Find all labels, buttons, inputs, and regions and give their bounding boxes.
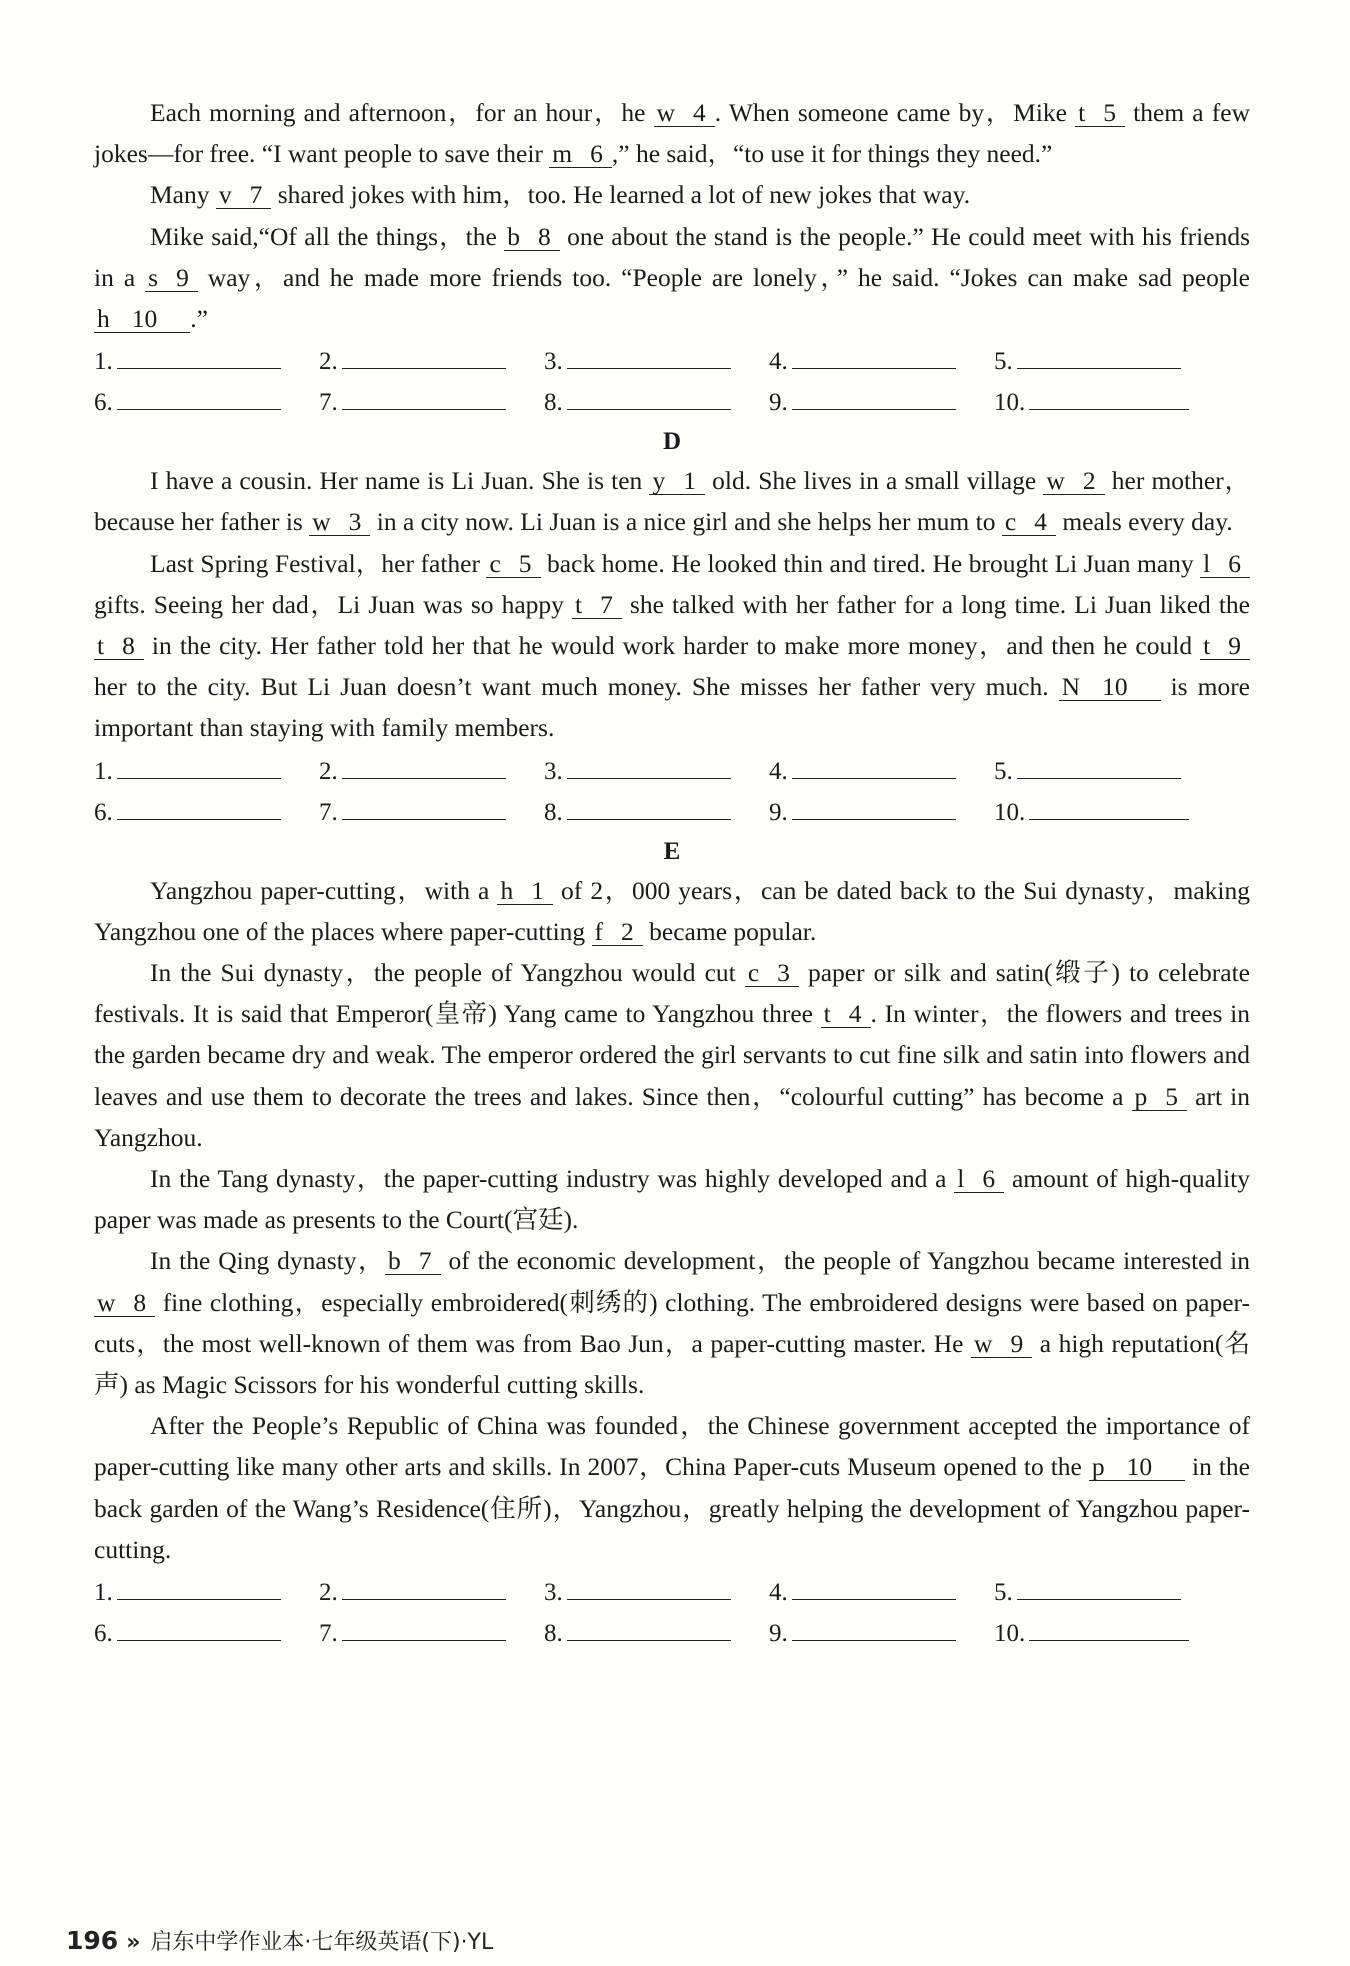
answer-slot-3	[544, 343, 769, 380]
answer-slot-10	[994, 794, 1219, 831]
cloze-blank-4	[821, 1001, 871, 1028]
cloze-blank-9	[145, 262, 198, 292]
answer-slot-9	[769, 1615, 994, 1652]
answer-line[interactable]	[792, 1618, 956, 1641]
answer-line[interactable]	[117, 1618, 281, 1641]
answer-number: 2.	[319, 348, 338, 376]
passage-paragraph: Mike said,“Of all the things，the b 8 one about the stand is the people.” He could meet with his friends in a s 9 way，and he made more friends too. “People are lonely，” he said. “Jokes can make sad people h 10 .”	[94, 221, 1250, 334]
section-d-answer-lines	[94, 753, 1250, 831]
answer-line[interactable]	[342, 1618, 506, 1641]
answer-slot-6	[94, 384, 319, 421]
answer-line[interactable]	[117, 346, 281, 369]
blank-number: 4	[693, 98, 706, 127]
answer-line[interactable]	[342, 756, 506, 779]
section-e	[94, 833, 1250, 1652]
blank-initial-letter: h	[500, 875, 514, 905]
passage-paragraph: Yangzhou paper-cutting，with a h 1 of 2，000 years，can be dated back to the Sui dynasty，making Yangzhou one of the places where paper-cutting f 2 became popular.	[94, 875, 1250, 946]
page-content	[94, 92, 1250, 1654]
answer-number: 9.	[769, 1620, 788, 1648]
answer-slot-8	[544, 794, 769, 831]
blank-number: 10	[1126, 1452, 1153, 1482]
blank-initial-letter: h	[97, 304, 110, 334]
blank-initial-letter: w	[656, 98, 675, 127]
answer-slot-4	[769, 1574, 994, 1611]
passage-paragraph: In the Sui dynasty，the people of Yangzhou would cut c 3 paper or silk and satin(缎子) to celebrate festivals. It is said that Emperor(皇帝) Yang came to Yangzhou three t 4 . In winter，the flowers and trees in the garden became dry and weak. The emperor ordered the girl servants to cut fine silk and satin into flowers and leaves and use them to decorate the trees and lakes. Since then，“colourful cutting” has become a p 5 art in Yangzhou.	[94, 958, 1250, 1152]
answer-number: 3.	[544, 757, 563, 785]
answer-number: 10.	[994, 1620, 1026, 1648]
blank-initial-letter: l	[1203, 548, 1211, 578]
answer-number: 4.	[769, 1579, 788, 1607]
blank-number: 3	[348, 507, 362, 537]
blank-initial-letter: s	[148, 262, 159, 292]
cloze-blank-4	[654, 100, 715, 127]
answer-slot-5	[994, 343, 1219, 380]
answer-line[interactable]	[1029, 387, 1189, 410]
answer-line[interactable]	[117, 387, 281, 410]
answer-number: 6.	[94, 389, 113, 417]
cloze-blank-2	[1043, 468, 1104, 495]
answer-number: 10.	[994, 798, 1026, 826]
blank-initial-letter: v	[218, 180, 232, 210]
blank-initial-letter: b	[507, 221, 520, 251]
answer-number: 9.	[769, 389, 788, 417]
blank-initial-letter: w	[974, 1328, 993, 1358]
answer-slot-9	[769, 384, 994, 421]
cloze-blank-6	[954, 1166, 1004, 1193]
answer-number: 4.	[769, 757, 788, 785]
answer-line[interactable]	[117, 1577, 281, 1600]
blank-number: 6	[1228, 548, 1241, 578]
answer-slot-2	[319, 753, 544, 790]
cloze-blank-3	[745, 960, 799, 987]
answer-slot-4	[769, 753, 994, 790]
blank-initial-letter: t	[97, 631, 105, 661]
blank-number: 2	[1082, 466, 1096, 496]
cloze-blank-8	[94, 1287, 155, 1317]
answer-line[interactable]	[792, 1577, 956, 1600]
answer-slot-1	[94, 1574, 319, 1611]
answer-line[interactable]	[1017, 346, 1181, 369]
answer-slot-8	[544, 1615, 769, 1652]
answer-line[interactable]	[567, 797, 731, 820]
blank-number: 1	[531, 875, 544, 905]
answer-line[interactable]	[117, 756, 281, 779]
answer-line[interactable]	[792, 346, 956, 369]
blank-initial-letter: w	[312, 507, 331, 537]
cloze-blank-1	[497, 875, 553, 905]
answer-line[interactable]	[567, 1577, 731, 1600]
blank-number: 8	[122, 631, 135, 661]
answer-number: 4.	[769, 348, 788, 376]
blank-initial-letter: w	[1046, 466, 1065, 496]
blank-number: 1	[683, 466, 696, 496]
blank-number: 7	[600, 589, 613, 619]
blank-initial-letter: f	[594, 916, 604, 946]
blank-number: 2	[621, 916, 634, 946]
cloze-blank-4	[1002, 509, 1056, 536]
blank-number: 7	[418, 1246, 432, 1276]
cloze-blank-7	[572, 589, 622, 619]
answer-slot-1	[94, 753, 319, 790]
blank-initial-letter: y	[652, 466, 666, 496]
answer-number: 6.	[94, 1620, 113, 1648]
blank-initial-letter: m	[552, 139, 573, 169]
blank-initial-letter: c	[1004, 507, 1017, 537]
answer-line[interactable]	[1017, 756, 1181, 779]
blank-initial-letter: t	[823, 999, 831, 1029]
answer-number: 7.	[319, 389, 338, 417]
answer-slot-2	[319, 343, 544, 380]
blank-number: 10	[131, 304, 158, 334]
answer-slot-4	[769, 343, 994, 380]
blank-number: 6	[590, 139, 603, 169]
blank-initial-letter: l	[957, 1164, 965, 1194]
answer-number: 3.	[544, 1579, 563, 1607]
answer-line[interactable]	[1017, 1577, 1181, 1600]
blank-number: 8	[133, 1287, 147, 1317]
cloze-blank-8	[94, 633, 144, 660]
answer-number: 3.	[544, 348, 563, 376]
section-e-answer-lines	[94, 1574, 1250, 1652]
passage-paragraph: In the Qing dynasty， b 7 of the economic development，the people of Yangzhou became interested in w 8 fine clothing，especially embroidered(刺绣的) clothing. The embroidered designs were based on paper-cuts，the most well-known of them was from Bao Jun，a paper-cutting master. He w 9 a high reputation(名声) as Magic Scissors for his wonderful cutting skills.	[94, 1246, 1251, 1400]
cloze-blank-9	[971, 1328, 1032, 1358]
passage-paragraph: Many v 7 shared jokes with him，too. He learned a lot of new jokes that way.	[150, 180, 971, 210]
answer-slot-10	[994, 384, 1219, 421]
answer-number: 8.	[544, 1620, 563, 1648]
blank-number: 10	[1102, 672, 1128, 702]
answer-slot-7	[319, 384, 544, 421]
answer-slot-8	[544, 384, 769, 421]
answer-line[interactable]	[567, 756, 731, 779]
passage-paragraph: I have a cousin. Her name is Li Juan. She is ten y 1 old. She lives in a small village w 2 her mother，because her father is w 3 in a city now. Li Juan is a nice girl and she helps her mum to c 4 meals every day.	[94, 466, 1250, 537]
answer-slot-3	[544, 1574, 769, 1611]
blank-number: 4	[848, 999, 862, 1029]
book-title: 启东中学作业本·七年级英语(下)·YL	[150, 1930, 494, 1955]
blank-initial-letter: c	[747, 958, 760, 988]
answer-slot-5	[994, 753, 1219, 790]
answer-line[interactable]	[117, 797, 281, 820]
answer-line[interactable]	[792, 387, 956, 410]
answer-slot-2	[319, 1574, 544, 1611]
blank-number: 5	[518, 548, 532, 578]
answer-number: 2.	[319, 1579, 338, 1607]
cloze-blank-7	[216, 182, 272, 209]
answer-slot-6	[94, 794, 319, 831]
passage-paragraph: In the Tang dynasty，the paper-cutting industry was highly developed and a l 6 amount of high-quality paper was made as presents to the Court(宫廷).	[94, 1164, 1250, 1235]
cloze-blank-3	[309, 509, 370, 536]
page-footer	[66, 1925, 493, 1956]
answer-number: 10.	[994, 389, 1026, 417]
cloze-blank-6	[1200, 548, 1250, 578]
answer-number: 5.	[994, 757, 1013, 785]
blank-initial-letter: p	[1091, 1452, 1105, 1482]
blank-initial-letter: t	[1078, 98, 1086, 127]
cloze-blank-10	[94, 306, 190, 333]
blank-initial-letter: p	[1134, 1081, 1148, 1111]
cloze-blank-5	[1075, 100, 1125, 127]
answer-slot-6	[94, 1615, 319, 1652]
blank-number: 9	[176, 262, 189, 292]
answer-number: 7.	[319, 798, 338, 826]
cloze-blank-10	[1089, 1454, 1185, 1481]
blank-number: 9	[1010, 1328, 1024, 1358]
chevron-right-icon: »	[126, 1930, 141, 1955]
blank-number: 7	[249, 180, 263, 210]
answer-slot-10	[994, 1615, 1219, 1652]
blank-number: 5	[1103, 98, 1116, 127]
passage-paragraph: Each morning and afternoon，for an hour，he w 4 . When someone came by，Mike t 5 them a few jokes—for free. “I want people to save their m 6 ,” he said，“to use it for things they need.”	[94, 98, 1250, 169]
section-c-answer-lines	[94, 343, 1250, 421]
blank-number: 4	[1034, 507, 1047, 537]
blank-initial-letter: t	[574, 589, 583, 619]
section-c	[94, 92, 1250, 421]
answer-number: 8.	[544, 798, 563, 826]
blank-number: 6	[982, 1164, 996, 1194]
section-e-passage	[94, 870, 1250, 1570]
answer-slot-1	[94, 343, 319, 380]
blank-initial-letter: b	[388, 1246, 401, 1276]
answer-line[interactable]	[567, 387, 731, 410]
answer-number: 7.	[319, 1620, 338, 1648]
answer-line[interactable]	[342, 387, 506, 410]
answer-line[interactable]	[342, 797, 506, 820]
section-e-heading: E	[663, 837, 681, 865]
answer-slot-7	[319, 794, 544, 831]
section-c-passage	[94, 92, 1250, 339]
cloze-blank-5	[1132, 1081, 1188, 1111]
answer-slot-9	[769, 794, 994, 831]
answer-number: 5.	[994, 348, 1013, 376]
passage-paragraph: Last Spring Festival，her father c 5 back home. He looked thin and tired. He brought Li Juan many l 6 gifts. Seeing her dad，Li Juan was so happy t 7 she talked with her father for a long time. Li Juan liked the t 8 in the city. Her father told her that he would work harder to make more money，and then he could t 9 her to the city. But Li Juan doesn’t want much money. She misses her father very much. N 10 is more important than staying with family members.	[94, 548, 1251, 743]
answer-line[interactable]	[792, 756, 956, 779]
blank-number: 8	[537, 221, 551, 251]
answer-number: 2.	[319, 757, 338, 785]
cloze-blank-6	[549, 141, 612, 168]
answer-line[interactable]	[567, 346, 731, 369]
section-d	[94, 423, 1250, 830]
passage-paragraph: After the People’s Republic of China was founded，the Chinese government accepted the importance of paper-cutting like many other arts and skills. In 2007，China Paper-cuts Museum opened to the p 10 in the back garden of the Wang’s Residence(住所)，Yangzhou，greatly helping the development of Yangzhou paper-cutting.	[94, 1411, 1250, 1564]
cloze-blank-10	[1059, 674, 1161, 701]
cloze-blank-1	[649, 468, 705, 495]
blank-number: 9	[1228, 631, 1241, 661]
answer-slot-5	[994, 1574, 1219, 1611]
answer-number: 1.	[94, 348, 113, 376]
cloze-blank-8	[504, 221, 560, 251]
answer-number: 1.	[94, 1579, 113, 1607]
answer-line[interactable]	[342, 346, 506, 369]
answer-number: 9.	[769, 798, 788, 826]
cloze-blank-7	[385, 1248, 441, 1275]
blank-number: 5	[1165, 1081, 1179, 1111]
answer-number: 1.	[94, 757, 113, 785]
cloze-blank-2	[592, 916, 643, 946]
answer-number: 8.	[544, 389, 563, 417]
blank-initial-letter: N	[1061, 672, 1081, 702]
section-d-passage	[94, 460, 1250, 748]
blank-number: 3	[777, 958, 790, 988]
answer-slot-3	[544, 753, 769, 790]
section-d-heading: D	[662, 428, 682, 456]
answer-line[interactable]	[342, 1577, 506, 1600]
answer-number: 6.	[94, 798, 113, 826]
blank-initial-letter: c	[489, 548, 501, 578]
answer-number: 5.	[994, 1579, 1013, 1607]
answer-line[interactable]	[567, 1618, 731, 1641]
answer-line[interactable]	[1029, 797, 1189, 820]
page-number: 196	[66, 1926, 119, 1955]
blank-initial-letter: t	[1203, 631, 1211, 661]
blank-initial-letter: w	[97, 1287, 116, 1317]
answer-slot-7	[319, 1615, 544, 1652]
answer-line[interactable]	[792, 797, 956, 820]
cloze-blank-9	[1200, 633, 1250, 660]
cloze-blank-5	[486, 548, 540, 578]
answer-line[interactable]	[1029, 1618, 1189, 1641]
